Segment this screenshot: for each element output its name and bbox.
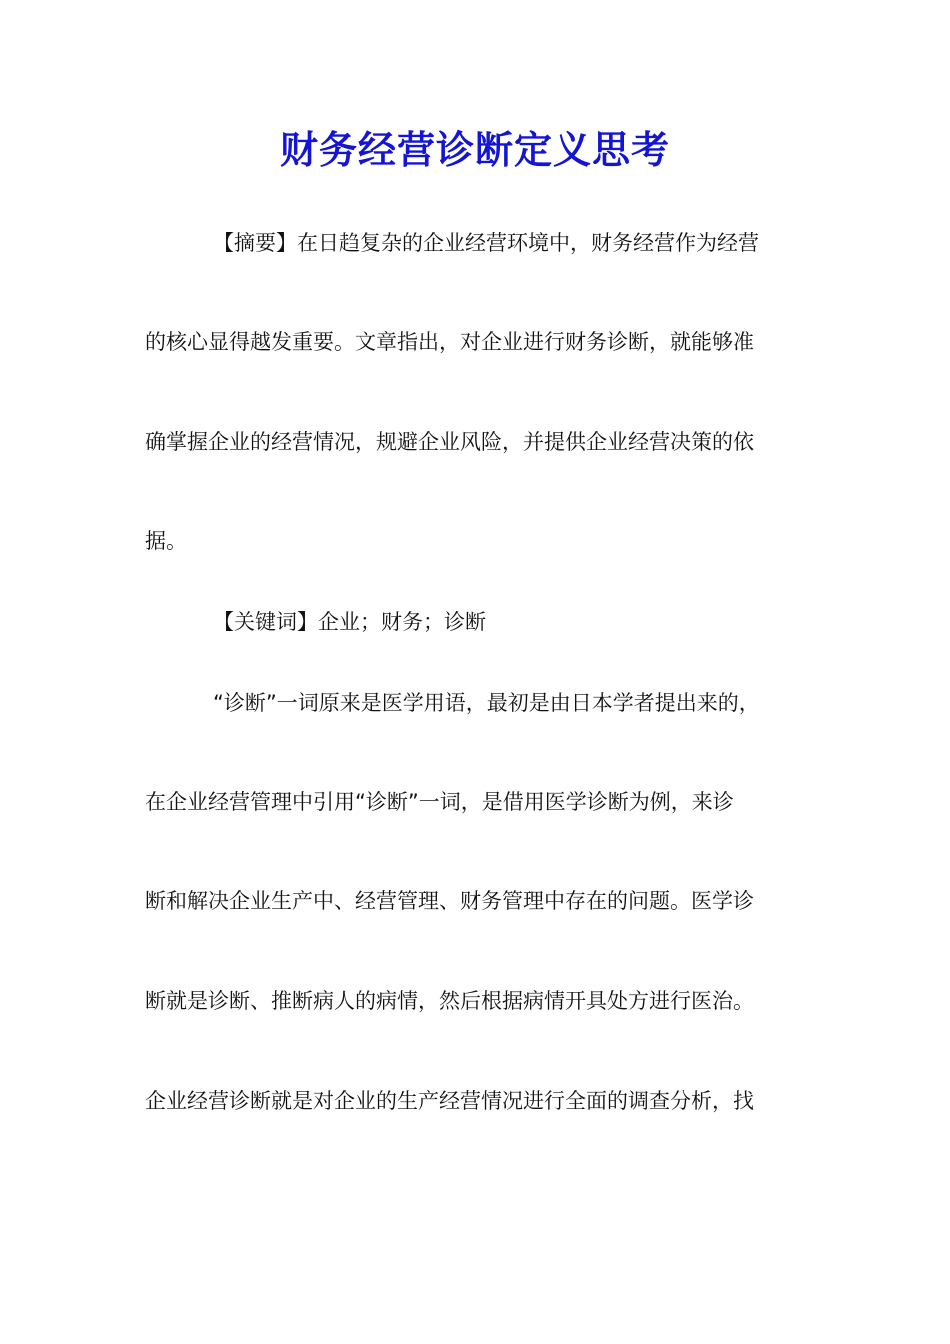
abstract-line-1: 【摘要】在日趋复杂的企业经营环境中，财务经营作为经营: [213, 231, 759, 255]
abstract-line-3: 确掌握企业的经营情况，规避企业风险，并提供企业经营决策的依: [145, 430, 754, 454]
abstract-line-4: 据。: [145, 529, 187, 553]
body-line-2: 在企业经营管理中引用“诊断”一词，是借用医学诊断为例，来诊: [145, 790, 734, 814]
body-line-4: 断就是诊断、推断病人的病情，然后根据病情开具处方进行医治。: [145, 989, 754, 1013]
keywords-line: 【关键词】企业；财务；诊断: [213, 610, 486, 634]
abstract-line-2: 的核心显得越发重要。文章指出，对企业进行财务诊断，就能够准: [145, 330, 754, 354]
body-line-3: 断和解决企业生产中、经营管理、财务管理中存在的问题。医学诊: [145, 889, 754, 913]
body-line-5: 企业经营诊断就是对企业的生产经营情况进行全面的调查分析，找: [145, 1089, 754, 1113]
body-line-1: “诊断”一词原来是医学用语，最初是由日本学者提出来的，: [213, 691, 760, 715]
document-title: 财务经营诊断定义思考: [279, 127, 670, 172]
